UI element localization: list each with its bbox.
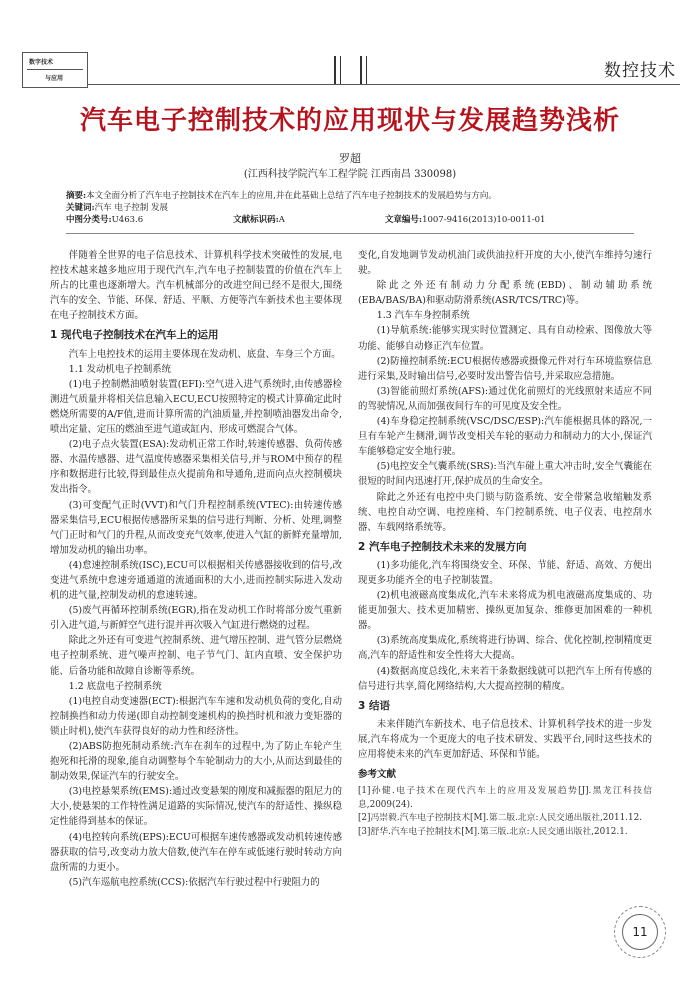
paragraph: (3)系统高度集成化,系统将进行协调、综合、优化控制,控制精度更高,汽车的舒适性和安全性将大大提高。 [358,635,652,662]
author: 罗超 [339,152,361,165]
abstract-text: 本文全面分析了汽车电子控制技术在汽车上的应用,并在此基础上总结了汽车电子控制技术的发展趋势与方向。 [86,191,497,201]
paragraph: (1)多功能化,汽车将围绕安全、环保、节能、舒适、高效、方便出现更多功能齐全的电子控制装置。 [358,559,652,586]
paragraph: (2)机电液磁高度集成化,汽车未来将成为机电液磁高度集成的、功能更加强大、技术更加精密、操纵更加复杂、维修更加困难的一种机器。 [358,590,652,632]
subsection-heading: 1.2 底盘电子控制系统 [68,680,162,692]
meta-row [66,214,634,226]
left-column [50,248,342,890]
clc-label: 中图分类号: [66,215,112,225]
paragraph: (4)数据高度总线化,未来若干条数据线就可以把汽车上所有传感的信号进行共享,简化网络结构,大大提高控制的精度。 [358,665,652,692]
abstract-label: 摘要: [66,191,87,201]
abstract-block [66,190,634,226]
paragraph: (1)导航系统:能够实现实时位置测定、具有自动检索、图像放大等功能、能够自动修正汽车位置。 [358,325,652,352]
article-no-value: 1007-9416(2013)10-0011-01 [422,215,546,225]
paragraph: (5)汽车巡航电控系统(CCS):依据汽车行驶过程中行驶阻力的 [68,876,320,888]
paragraph: (5)电控安全气囊系统(SRS):当汽车碰上重大冲击时,安全气囊能在很短的时间内迅速打开,保护成员的生命安全。 [358,461,652,488]
paragraph: (4)电控转向系统(EPS):ECU可根据车速传感器或发动机转速传感器获取的信号,改变动力放大倍数,使汽车在停车或低速行驶时转动方向盘所需的力更小。 [50,831,342,873]
paragraph: 未来伴随汽车新技术、电子信息技术、计算机科学技术的进一步发展,汽车将成为一个更庞大的电子技术研发、实践平台,同时这些技术的应用将使未来的汽车更加舒适、环保和节能。 [358,718,652,760]
paragraph: (3)电控悬架系统(EMS):通过改变悬架的刚度和减振器的阻尼力的大小,使悬架的工作特性满足道路的实际情况,使汽车的舒适性、操纵稳定性能得到基本的保证。 [50,786,342,828]
paragraph: 除此之外还有可变进气控制系统、进气增压控制、进气管分层燃烧电子控制系统、进气噪声控制、电子节气门、缸内直喷、安全保护功能、后备功能和故障自诊断等系统。 [50,635,342,677]
paragraph: (2)防撞控制系统:ECU根据传感器或摄像元件对行车环境监察信息进行采集,及时输出信号,必要时发出警告信号,并采取应急措施。 [358,355,652,382]
paragraph: 除此之外还有制动力分配系统(EBD)、制动辅助系统(EBA/BAS/BA)和驱动防滑系统(ASR/TCS/TRC)等。 [358,280,652,307]
page-header [0,0,700,92]
paragraph: (2)ABS防抱死制动系统:汽车在刹车的过程中,为了防止车轮产生抱死和托滑的现象,能自动调整每个车轮制动力的大小,从而达到最佳的制动效果,保证汽车的行驶安全。 [50,741,342,783]
logo-line-2: 与应用 [45,75,64,82]
paragraph: (2)电子点火装置(ESA):发动机正常工作时,转速传感器、负荷传感器、水温传感器、进气温度传感器采集相关信号,并与ROM中预存的程序和数据进行比较,得到最佳点火提前角和导通角,进而向点火控制模块发出指令。 [50,439,342,496]
subsection-heading: 1.3 汽车车身控制系统 [376,310,470,322]
logo-line-1: 数字技术 [29,59,54,66]
paragraph: (4)怠速控制系统(ISC),ECU可以根据相关传感器接收到的信号,改变进气系统中怠速旁通通道的流通面积的大小,进而控制实际进入发动机的进气量,控制发动机的怠速转速。 [50,559,342,602]
abstract-row [66,190,634,202]
abstract-divider [66,233,634,234]
paragraph: 除此之外还有电控中央门锁与防盗系统、安全带紧急收缩触发系统、电控自动空调、电控座椅、车门控制系统、电子仪表、电控刮水器、车载网络系统等。 [358,491,652,533]
keywords-row [66,202,634,214]
section-heading: 2 汽车电子控制技术未来的发展方向 [358,540,527,553]
article-title: 汽车电子控制技术的应用现状与发展趋势浅析 [79,106,620,136]
paragraph: 汽车上电控技术的运用主要体现在发动机、底盘、车身三个方面。 [68,348,341,360]
page-number: 11 [622,914,658,950]
affiliation: (江西科技学院汽车工程学院 江西南昌 330098) [243,169,457,180]
paragraph: (3)可变配气正时(VVT)和气门升程控制系统(VTEC):由转速传感器采集信号,ECU根据传感器所采集的信号进行判断、分析、处理,调整气门正时和气门的升程,从而改变充气效率,使进入气缸的新鲜充量增加,增加发动机的输出功率。 [50,499,342,556]
reference-item: [1]孙健.电子技术在现代汽车上的应用及发展趋势[J].黑龙江科技信息,2009(24). [358,786,652,810]
paragraph: (1)电控自动变速器(ECT):根据汽车车速和发动机负荷的变化,自动控制换挡和动力传递(即自动控制变速机构的换挡时机和液力变矩器的锁止时机),使汽车获得良好的动力性和经济性。 [50,695,342,737]
right-column [358,248,652,839]
paragraph: (5)废气再循环控制系统(EGR),指在发动机工作时将部分废气重新引入进气道,与新鲜空气进行混并再次吸入气缸进行燃烧的过程。 [50,605,342,632]
subsection-heading: 1.1 发动机电子控制系统 [68,363,172,375]
header-decoration [330,56,370,84]
paragraph: (1)电子控制燃油喷射装置(EFI):空气进入进气系统时,由传感器检测进气质量并将相关信息输入ECU,ECU按照特定的模式计算确定此时燃烧所需要的A/F值,进而计算所需的汽油质量,并控制喷油器发出命令,喷出定量、定压的燃油至进气道或缸内、形成可燃混合气体。 [50,378,342,436]
article-no-label: 文章编号: [384,215,423,225]
header-divider [88,84,680,85]
section-title: 数控技术 [604,61,676,81]
doc-code-label: 文献标识码: [233,215,279,225]
section-heading: 1 现代电子控制技术在汽车上的运用 [50,329,219,342]
paragraph: 变化,自发地调节发动机油门或供油拉杆开度的大小,使汽车维持匀速行驶。 [358,250,652,277]
reference-item: [3]舒华.汽车电子控制技术[M].第三版.北京:人民交通出版社,2012.1. [358,826,628,837]
paragraph: (4)车身稳定控制系统(VSC/DSC/ESP):汽车能根据具体的路况,一旦有车轮产生侧滑,调节改变相关车轮的驱动力和制动力的大小,保证汽车能够稳定安全地行驶。 [358,416,652,458]
paragraph: (3)智能前照灯系统(AFS):通过优化前照灯的光线照射来适应不同的驾驶情况,从而加强夜间行车的可见度及安全性。 [358,385,652,412]
section-heading: 3 结语 [358,699,390,712]
paragraph: 伴随着全世界的电子信息技术、计算机科学技术突破性的发展,电控技术越来越多地应用于现代汽车,汽车电子控制装置的价值在汽车上所占的比重也逐渐增大。汽车机械部分的改进空间已经不是很大,围绕汽车的安全、节能、环保、舒适、平顺、方便等汽车新技术也主要体现在电子控制技术方面。 [50,250,342,322]
references-heading: 参考文献 [358,769,397,781]
clc-value: U463.6 [111,215,144,225]
keywords-text: 汽车 电子控制 发展 [94,203,169,213]
keywords-label: 关键词: [66,203,95,213]
reference-item: [2]冯崇毅.汽车电子控制技术[M].第二版.北京:人民交通出版社,2011.12. [358,813,642,824]
doc-code-value: A [278,215,285,225]
journal-logo [22,52,88,88]
